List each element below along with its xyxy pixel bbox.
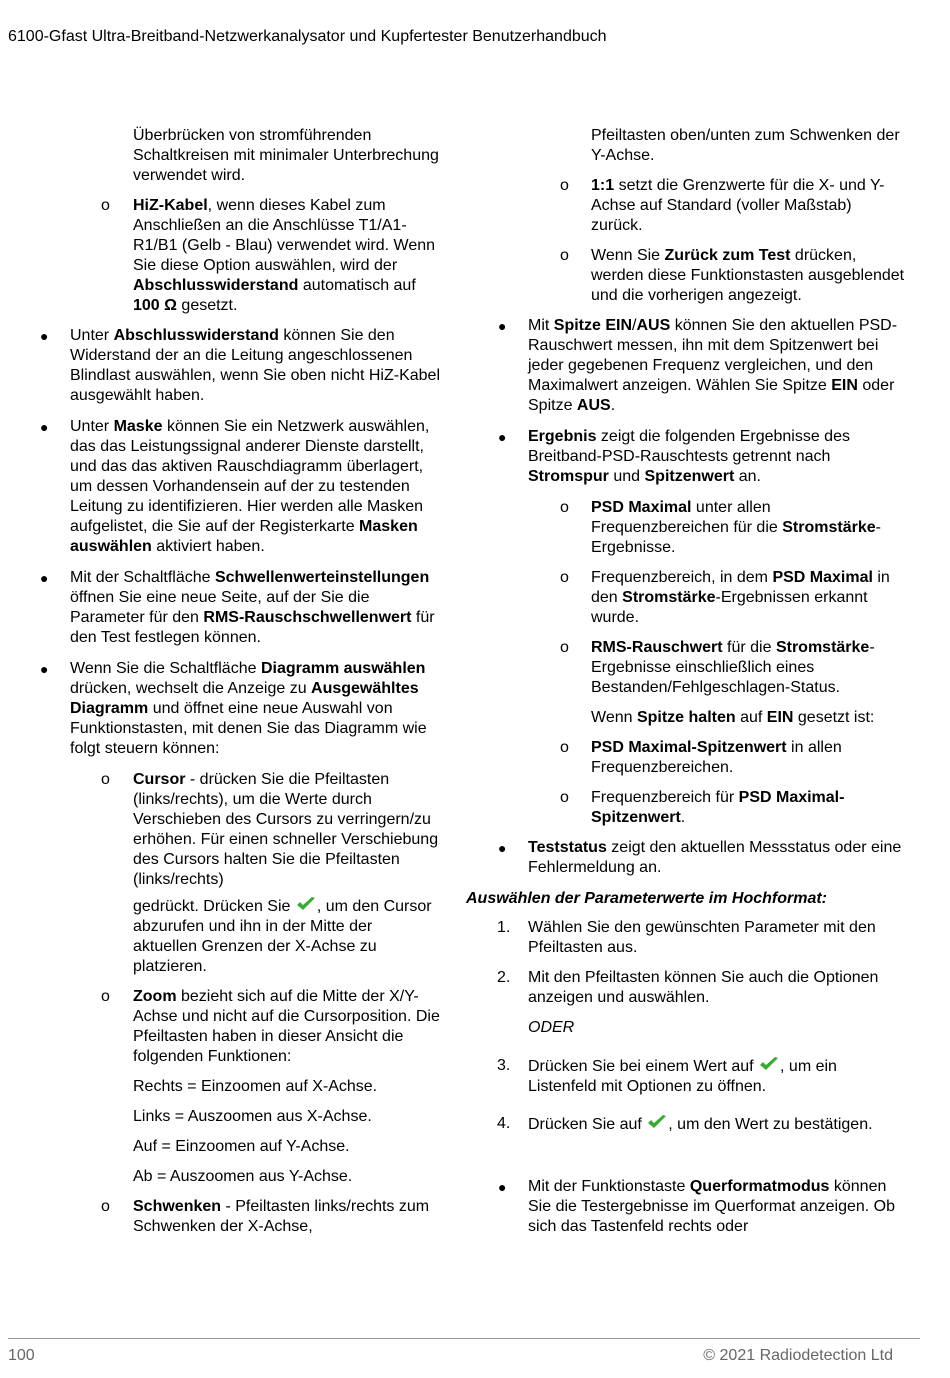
- bold-term: Spitzenwert: [644, 468, 735, 485]
- text: , um den Wert zu bestätigen.: [668, 1116, 873, 1133]
- bold-term: Abschlusswiderstand: [133, 277, 299, 294]
- bullet-item-teststatus: [466, 838, 906, 878]
- bullet-item-ergebnis: [466, 427, 906, 487]
- text: Frequenzbereich, in dem: [591, 569, 773, 586]
- sub-item-pan: [40, 1197, 440, 1237]
- text: gesetzt.: [176, 297, 238, 314]
- text: Unter: [70, 418, 114, 435]
- bold-term: AUS: [576, 397, 611, 414]
- sub-item-psd-max: [466, 498, 906, 558]
- text: -Ergebnissen erkannt wurde.: [591, 589, 868, 626]
- bold-term: Stromstärke: [622, 589, 716, 606]
- bullet-item-maske: [40, 417, 440, 557]
- bold-term: AUS: [636, 317, 671, 334]
- sub-item-psd-peak: [466, 738, 906, 778]
- text: Wenn Sie: [591, 247, 665, 264]
- text: können Sie die Testergebnisse im Querformat anzeigen. Ob sich das Tastenfeld rechts oder: [528, 1178, 896, 1235]
- sub-bullet: o: [101, 988, 110, 1005]
- numbered-item: [466, 968, 906, 1008]
- bullet: ●: [40, 661, 49, 677]
- bold-term: RMS-Rauschschwellenwert: [203, 609, 412, 626]
- bullet: ●: [498, 318, 507, 334]
- text: Mit: [528, 317, 554, 334]
- bold-term: Zurück zum Test: [664, 247, 791, 264]
- text: drücken, werden diese Funktionstasten ausgeblendet und die vorherigen angezeigt.: [591, 247, 905, 304]
- bold-term: Cursor: [133, 771, 186, 788]
- zoom-line: Ab = Auszoomen aus Y-Achse.: [133, 1168, 353, 1185]
- item-number: 1.: [497, 919, 511, 936]
- bold-term: Schwellenwerteinstellungen: [214, 569, 430, 586]
- item-number: 3.: [497, 1057, 511, 1074]
- text: setzt die Grenzwerte für die X- und Y-Achse auf Standard (voller Maßstab) zurück.: [591, 177, 885, 234]
- bold-term: PSD Maximal: [772, 569, 873, 586]
- bold-term: Teststatus: [528, 839, 607, 856]
- sub-item-cursor: [40, 770, 440, 977]
- zoom-line: Links = Auszoomen aus X-Achse.: [133, 1108, 372, 1125]
- text: aktiviert haben.: [151, 538, 265, 555]
- text: für die: [722, 639, 776, 656]
- cursor-continued: [133, 896, 440, 977]
- copyright: © 2021 Radiodetection Ltd: [703, 1347, 893, 1364]
- sub-bullet: o: [560, 569, 569, 586]
- sub-bullet: o: [560, 789, 569, 806]
- text: zeigt die folgenden Ergebnisse des Breitband-PSD-Rauschtests getrennt nach: [528, 428, 850, 465]
- page-header: 6100-Gfast Ultra-Breitband-Netzwerkanalysator und Kupfertester Benutzerhandbuch: [8, 28, 607, 45]
- sub-bullet: o: [101, 1198, 110, 1215]
- text: , wenn dieses Kabel zum Anschließen an die Anschlüsse T1/A1-R1/B1 (Gelb - Blau) verwendet wird. Wenn Sie diese Option auswählen, wird der: [133, 197, 436, 274]
- text: können Sie ein Netzwerk auswählen, das das Leistungssignal anderer Dienste darstellt, und das das aktiven Rauschdiagramm überlagert, um dessen Vorhandensein auf der zu testenden Leitung zu identifizieren. Hier werden alle Masken aufgelistet, die Sie auf der Registerkarte: [70, 418, 430, 535]
- sub-item-rms: [466, 638, 906, 698]
- bold-term: Stromspur: [528, 468, 609, 485]
- bold-term: RMS-Rauschwert: [591, 639, 723, 656]
- bold-term: Stromstärke: [775, 639, 870, 656]
- text: - drücken Sie die Pfeiltasten (links/rechts), um die Werte durch Verschieben des Cursors zu verringern/zu erhöhen. Für einen schneller Verschiebung des Cursors halten Sie die Pfeiltasten (links/rechts): [133, 771, 439, 888]
- right-column: [466, 126, 906, 1248]
- text: gesetzt ist:: [793, 709, 875, 726]
- page-number: 100: [8, 1347, 35, 1364]
- sub-bullet: o: [560, 247, 569, 264]
- spacer: [466, 1145, 906, 1177]
- numbered-item: [466, 1114, 906, 1135]
- bold-term: EIN: [766, 709, 794, 726]
- text: Mit der Schaltfläche: [70, 569, 215, 586]
- item-number: 4.: [497, 1115, 511, 1132]
- text: Mit der Funktionstaste: [528, 1178, 690, 1195]
- numbered-item: [466, 918, 906, 958]
- zoom-line: Rechts = Einzoomen auf X-Achse.: [133, 1078, 378, 1095]
- bold-term: 100 Ω: [133, 297, 177, 314]
- oder-label: ODER: [528, 1019, 575, 1036]
- continued-text: Überbrücken von stromführenden Schaltkreisen mit minimaler Unterbrechung verwendet wird.: [133, 127, 439, 184]
- text: Wenn: [591, 709, 637, 726]
- bullet-item-abschluss: [40, 326, 440, 406]
- zoom-line: Auf = Einzoomen auf Y-Achse.: [133, 1138, 350, 1155]
- section-heading: Auswählen der Parameterwerte im Hochformat:: [466, 890, 827, 907]
- text: können Sie den aktuellen PSD-Rauschwert messen, ihn mit dem Spitzenwert bei jeder gegebenen Frequenz vergleichen, und den Maximalwert anzeigen. Wählen Sie Spitze: [528, 317, 898, 394]
- sub-item-freq-peak: [466, 788, 906, 828]
- text: und: [608, 468, 645, 485]
- sub-bullet: o: [560, 639, 569, 656]
- sub-bullet: o: [101, 771, 110, 788]
- bullet: ●: [40, 570, 49, 586]
- peak-note: [591, 708, 906, 728]
- text: in allen Frequenzbereichen.: [591, 739, 842, 776]
- text: -Ergebnisse.: [591, 519, 881, 556]
- bullet-item-querformat: [466, 1177, 906, 1237]
- text: -Ergebnisse einschließlich eines Bestanden/Fehlgeschlagen-Status.: [591, 639, 875, 696]
- sub-item-freq: [466, 568, 906, 628]
- check-icon: [758, 1056, 780, 1072]
- text: auf: [735, 709, 767, 726]
- bullet-item-diagramm: [40, 659, 440, 759]
- item-number: 2.: [497, 969, 511, 986]
- numbered-item: [466, 1056, 906, 1097]
- continued-text: Pfeiltasten oben/unten zum Schwenken der Y-Achse.: [591, 127, 900, 164]
- bold-term: PSD Maximal-Spitzenwert: [591, 739, 787, 756]
- bullet-item-spitze: [466, 316, 906, 416]
- sub-bullet: o: [560, 177, 569, 194]
- text: Drücken Sie bei einem Wert auf: [528, 1058, 759, 1075]
- text: oder Spitze: [528, 377, 895, 414]
- text: zeigt den aktuellen Messstatus oder eine Fehlermeldung an.: [528, 839, 902, 876]
- text: an.: [734, 468, 761, 485]
- sub-item-hiz: [40, 196, 440, 316]
- bold-term: Spitze EIN: [553, 317, 633, 334]
- bold-term: Stromstärke: [782, 519, 876, 536]
- text: Wählen Sie den gewünschten Parameter mit den Pfeiltasten aus.: [528, 919, 876, 956]
- text: Unter: [70, 327, 114, 344]
- bold-term: Schwenken: [133, 1198, 222, 1215]
- text: unter allen Frequenzbereichen für die: [591, 499, 783, 536]
- bold-term: Maske: [113, 418, 163, 435]
- bullet: ●: [40, 419, 49, 435]
- text: Mit den Pfeiltasten können Sie auch die Optionen anzeigen und auswählen.: [528, 969, 879, 1006]
- text: .: [610, 397, 616, 414]
- text: für den Test festlegen können.: [70, 609, 435, 646]
- sub-item-back: [466, 246, 906, 306]
- check-icon: [295, 896, 317, 912]
- bold-term: Masken auswählen: [70, 518, 418, 555]
- text: .: [680, 809, 686, 826]
- text: und öffnet eine neue Auswahl von Funktionstasten, mit denen Sie das Diagramm wie folgt steuern können:: [70, 700, 427, 757]
- text: Frequenzbereich für: [591, 789, 739, 806]
- text: , um den Cursor abzurufen und ihn in der Mitte der aktuellen Grenzen der X-Achse zu platzieren.: [133, 898, 432, 975]
- text: Wenn Sie die Schaltfläche: [70, 660, 261, 677]
- bold-term: Zoom: [133, 988, 177, 1005]
- bullet: ●: [498, 840, 507, 856]
- bold-term: Abschlusswiderstand: [113, 327, 279, 344]
- bold-term: Ergebnis: [528, 428, 597, 445]
- footer-rule: [8, 1338, 920, 1339]
- text: öffnen Sie eine neue Seite, auf der Sie die Parameter für den: [70, 589, 370, 626]
- text: können Sie den Widerstand der an die Leitung angeschlossenen Blindlast auswählen, wenn Sie oben nicht HiZ-Kabel ausgewählt haben.: [70, 327, 440, 404]
- bold-term: PSD Maximal-Spitzenwert: [591, 789, 845, 826]
- check-icon: [646, 1114, 668, 1130]
- sub-bullet: o: [101, 197, 110, 214]
- text: in den: [591, 569, 890, 606]
- text: bezieht sich auf die Mitte der X/Y-Achse und nicht auf die Cursorposition. Die Pfeiltasten haben in dieser Ansicht die folgenden Funktionen:: [133, 988, 440, 1065]
- bold-term: Spitze halten: [636, 709, 736, 726]
- text: Drücken Sie auf: [528, 1116, 647, 1133]
- bold-term: Querformatmodus: [689, 1178, 830, 1195]
- bullet: ●: [40, 328, 49, 344]
- text: drücken, wechselt die Anzeige zu: [70, 680, 312, 697]
- sub-item-zoom: [40, 987, 440, 1067]
- sub-bullet: o: [560, 739, 569, 756]
- text: gedrückt. Drücken Sie: [133, 898, 295, 915]
- text: /: [632, 317, 637, 334]
- bold-term: Ausgewähltes Diagramm: [70, 680, 419, 717]
- text: , um ein Listenfeld mit Optionen zu öffnen.: [528, 1058, 837, 1095]
- bold-term: EIN: [831, 377, 858, 394]
- sub-bullet: o: [560, 499, 569, 516]
- bold-term: HiZ-Kabel: [133, 197, 208, 214]
- bullet: ●: [498, 1179, 507, 1195]
- bullet: ●: [498, 429, 507, 445]
- bold-term: PSD Maximal: [591, 499, 692, 516]
- bold-term: Diagramm auswählen: [260, 660, 426, 677]
- text: automatisch auf: [298, 277, 416, 294]
- text: - Pfeiltasten links/rechts zum Schwenken der X-Achse,: [133, 1198, 430, 1235]
- bullet-item-schwellenwert: [40, 568, 440, 648]
- left-column: [40, 126, 440, 1247]
- sub-item-1to1: [466, 176, 906, 236]
- bold-term: 1:1: [591, 177, 615, 194]
